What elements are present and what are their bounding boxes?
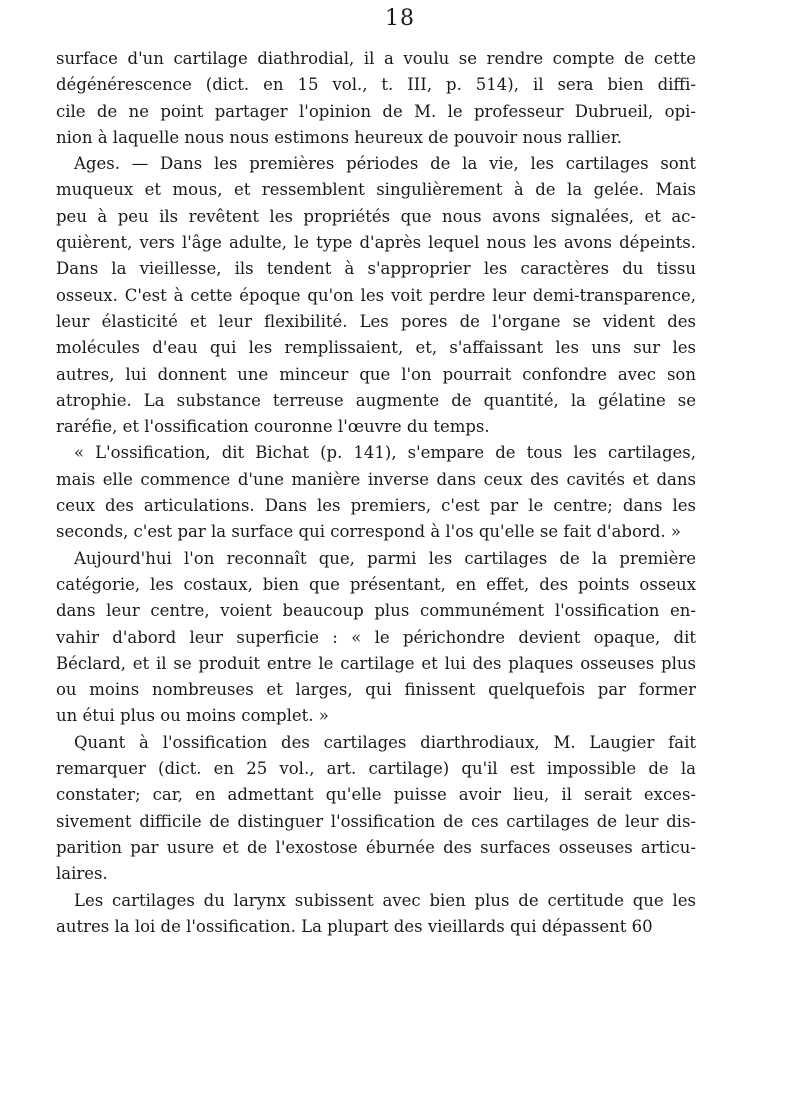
text-line: muqueux et mous, et ressemblent singulièrement à de la gelée. Mais [56, 180, 696, 200]
text-line: mais elle commence d'une manière inverse dans ceux des cavités et dans [56, 469, 696, 489]
text-line: cile de ne point partager l'opinion de M. le professeur Dubrueil, opi- [56, 101, 696, 121]
paragraph [56, 440, 696, 545]
text-line: constater; car, en admettant qu'elle puisse avoir lieu, il serait exces- [56, 785, 696, 805]
text-line: sivement difficile de distinguer l'ossification de ces cartilages de leur dis- [56, 811, 696, 831]
text-line: nion à laquelle nous nous estimons heureux de pouvoir nous rallier. [56, 127, 623, 147]
paragraph [56, 888, 696, 941]
paragraph [56, 151, 696, 440]
text-line: Aujourd'hui l'on reconnaît que, parmi les cartilages de la première [74, 548, 696, 568]
paragraph [56, 546, 696, 730]
text-line: autres, lui donnent une minceur que l'on pourrait confondre avec son [56, 364, 696, 384]
page-number: 18 [385, 6, 415, 31]
text-line: Quant à l'ossification des cartilages diarthrodiaux, M. Laugier fait [74, 732, 696, 752]
text-line: seconds, c'est par la surface qui correspond à l'os qu'elle se fait d'abord. » [56, 522, 681, 542]
text-line: un étui plus ou moins complet. » [56, 706, 329, 726]
text-line: autres la loi de l'ossification. La plupart des vieillards qui dépassent 60 [56, 916, 653, 936]
body-text [56, 46, 696, 940]
text-line: Ages. — Dans les premières périodes de la vie, les cartilages sont [74, 154, 696, 174]
text-line: molécules d'eau qui les remplissaient, et, s'affaissant les uns sur les [56, 338, 696, 358]
text-line: Dans la vieillesse, ils tendent à s'approprier les caractères du tissu [56, 259, 696, 279]
text-line: raréfie, et l'ossification couronne l'œuvre du temps. [56, 417, 490, 437]
text-line: « L'ossification, dit Bichat (p. 141), s'empare de tous les cartilages, [74, 443, 696, 463]
text-line: ou moins nombreuses et larges, qui finissent quelquefois par former [56, 680, 696, 700]
text-line: peu à peu ils revêtent les propriétés que nous avons signalées, et ac- [56, 206, 696, 226]
paragraph [56, 730, 696, 888]
text-line: dégénérescence (dict. en 15 vol., t. III, p. 514), il sera bien diffi- [56, 75, 696, 95]
text-line: catégorie, les costaux, bien que présentant, en effet, des points osseux [56, 574, 696, 594]
text-line: Les cartilages du larynx subissent avec bien plus de certitude que les [74, 890, 696, 910]
text-line: quièrent, vers l'âge adulte, le type d'après lequel nous les avons dépeints. [56, 233, 696, 253]
text-line: leur élasticité et leur flexibilité. Les pores de l'organe se vident des [56, 311, 696, 331]
text-line: laires. [56, 864, 108, 884]
text-line: vahir d'abord leur superficie : « le périchondre devient opaque, dit [56, 627, 696, 647]
paragraph [56, 46, 696, 151]
text-line: remarquer (dict. en 25 vol., art. cartilage) qu'il est impossible de la [56, 759, 696, 779]
text-line: parition par usure et de l'exostose éburnée des surfaces osseuses articu- [56, 837, 696, 857]
text-line: atrophie. La substance terreuse augmente de quantité, la gélatine se [56, 390, 696, 410]
text-line: Béclard, et il se produit entre le cartilage et lui des plaques osseuses plus [56, 653, 696, 673]
text-line: ceux des articulations. Dans les premiers, c'est par le centre; dans les [56, 496, 696, 516]
text-line: osseux. C'est à cette époque qu'on les voit perdre leur demi-transparence, [56, 285, 696, 305]
text-line: surface d'un cartilage diathrodial, il a voulu se rendre compte de cette [56, 49, 696, 68]
text-line: dans leur centre, voient beaucoup plus communément l'ossification en- [56, 601, 696, 621]
